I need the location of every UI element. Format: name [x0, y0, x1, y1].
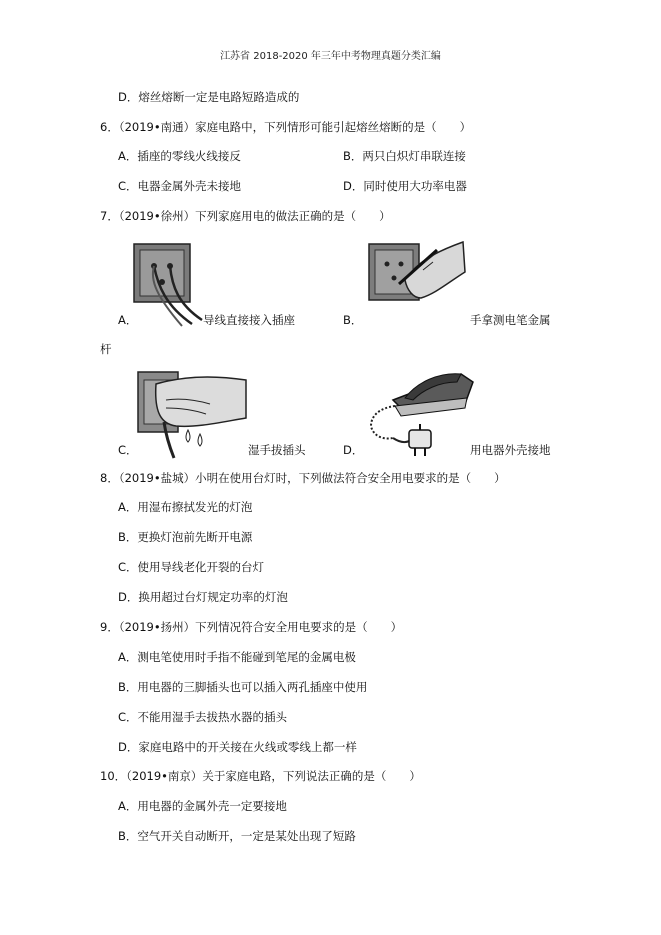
q10-stem: 10．（2019•南京）关于家庭电路，下列说法正确的是（ ）: [100, 769, 421, 783]
q9-option-b: B．用电器的三脚插头也可以插入两孔插座中使用: [118, 680, 368, 694]
q10-option-a: A．用电器的金属外壳一定要接地: [118, 799, 287, 813]
q7-option-d-letter: D．: [343, 443, 364, 457]
q7-option-d-text: 用电器外壳接地: [470, 443, 551, 457]
q7-image-wet-hand-plug: [136, 364, 248, 460]
q9-option-c: C．不能用湿手去拔热水器的插头: [118, 710, 288, 724]
q7-option-b-text-cont: 杆: [100, 342, 112, 356]
q9-stem: 9．（2019•扬州）下列情况符合安全用电要求的是（ ）: [100, 620, 403, 634]
q6-option-d: D．同时使用大功率电器: [343, 179, 467, 193]
q7-option-b-text: 手拿测电笔金属: [470, 313, 551, 327]
q6-stem: 6．（2019•南通）家庭电路中，下列情形可能引起熔丝熔断的是（ ）: [100, 120, 472, 134]
q8-option-a: A．用湿布擦拭发光的灯泡: [118, 500, 253, 514]
q7-option-a-text: 导线直接接入插座: [203, 313, 295, 327]
q9-option-d: D．家庭电路中的开关接在火线或零线上都一样: [118, 740, 357, 754]
q7-image-iron-grounded: [365, 360, 477, 458]
q6-option-c: C．电器金属外壳未接地: [118, 179, 242, 193]
q8-option-d: D．换用超过台灯规定功率的灯泡: [118, 590, 288, 604]
q9-option-a: A．测电笔使用时手指不能碰到笔尾的金属电极: [118, 650, 356, 664]
q6-option-a: A．插座的零线火线接反: [118, 149, 241, 163]
q7-image-test-pen: [365, 232, 467, 328]
q7-option-b-letter: B．: [343, 313, 363, 327]
q6-option-b: B．两只白炽灯串联连接: [343, 149, 466, 163]
q8-option-b: B．更换灯泡前先断开电源: [118, 530, 253, 544]
q7-option-c-text: 湿手拔插头: [248, 443, 306, 457]
q7-image-wire-socket: [132, 236, 214, 330]
q5-option-d: D．熔丝熔断一定是电路短路造成的: [118, 90, 300, 104]
page-header: 江苏省 2018-2020 年三年中考物理真题分类汇编: [220, 51, 441, 62]
q7-option-a-letter: A．: [118, 313, 138, 327]
q7-stem: 7．（2019•徐州）下列家庭用电的做法正确的是（ ）: [100, 209, 391, 223]
q7-option-c-letter: C．: [118, 443, 138, 457]
q8-stem: 8．（2019•盐城）小明在使用台灯时，下列做法符合安全用电要求的是（ ）: [100, 471, 506, 485]
q8-option-c: C．使用导线老化开裂的台灯: [118, 560, 265, 574]
q10-option-b: B．空气开关自动断开，一定是某处出现了短路: [118, 829, 356, 843]
